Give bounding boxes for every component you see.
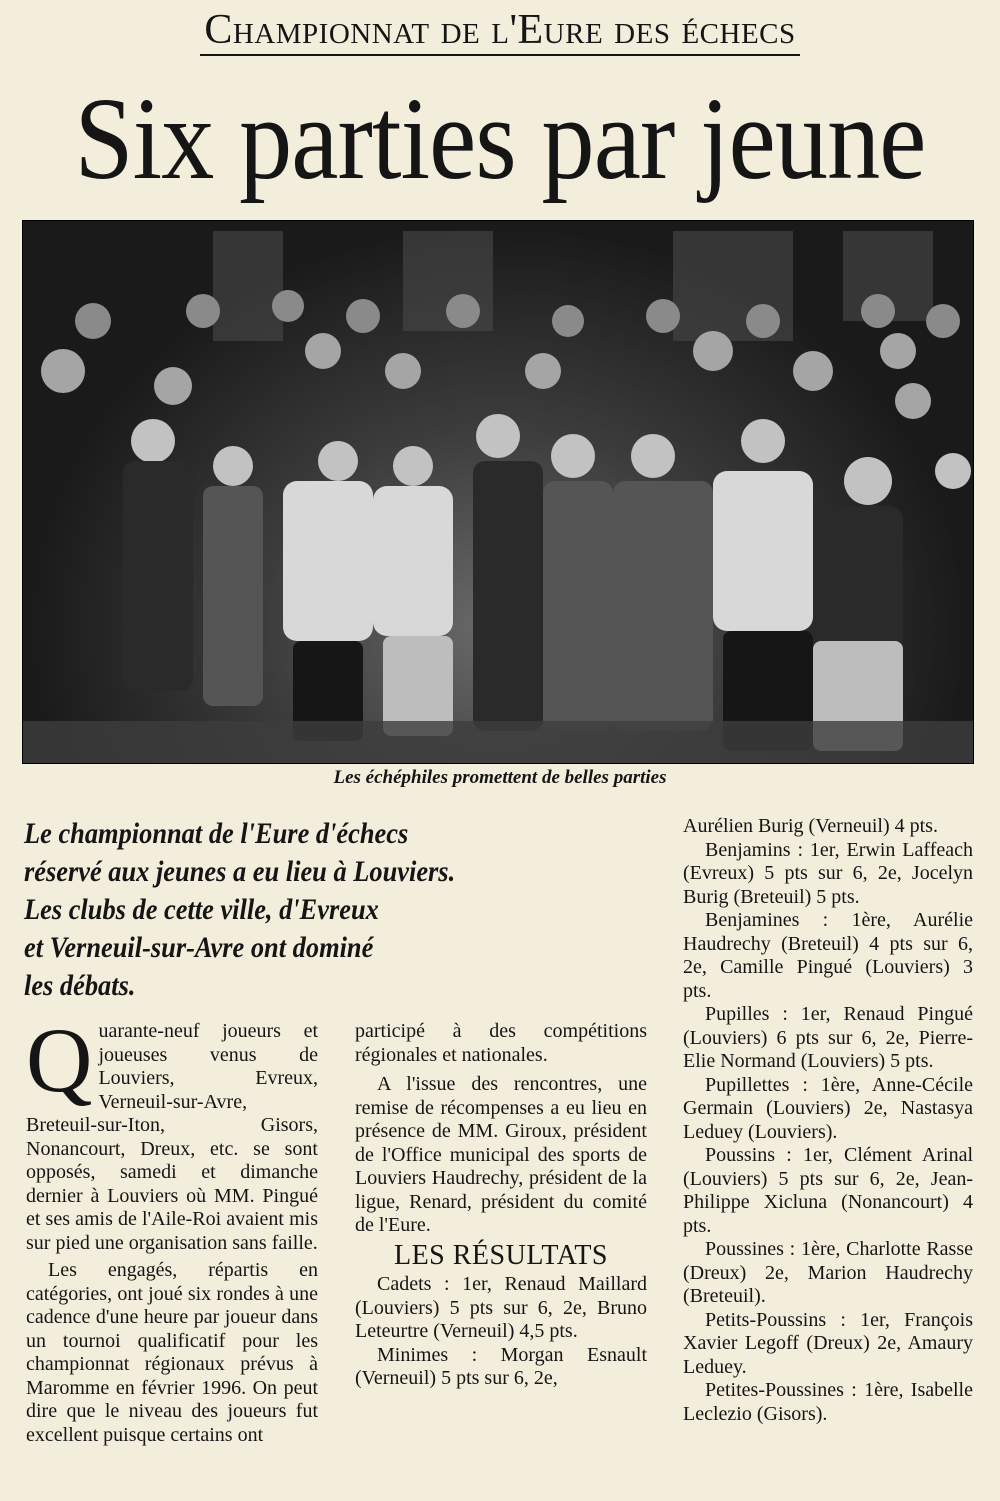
result-poussins: Poussins : 1er, Clément Arinal (Louviers) 5 pts sur 6, 2e, Jean-Philippe Xicluna (Nonancourt) 4 pts.	[683, 1144, 973, 1237]
drop-cap: Q	[26, 1009, 93, 1111]
result-petites-poussines: Petites-Poussines : 1ère, Isabelle Leclezio (Gisors).	[683, 1379, 973, 1425]
article-kicker	[0, 6, 1000, 54]
article-paragraph	[26, 1009, 318, 1255]
lead-paragraph: Le championnat de l'Eure d'échecs réservé aux jeunes a eu lieu à Louviers. Les clubs de cette ville, d'Evreux et Verneuil-sur-Avre ont dominé les débats.	[24, 817, 456, 1002]
article-paragraph: A l'issue des rencontres, une remise de récompenses a eu lieu en présence de MM. Giroux, président de l'Office municipal des sports de Louviers Haudrechy, président de la ligue, Renard, président du comité de l'Eure.	[355, 1073, 647, 1236]
result-cadets: Cadets : 1er, Renaud Maillard (Louviers) 5 pts sur 6, 2e, Bruno Leteurtre (Verneuil) 4,5 pts.	[355, 1273, 647, 1342]
article-column-2	[355, 1020, 647, 1391]
photo-caption: Les échéphiles promettent de belles parties	[333, 767, 667, 788]
article-paragraph: participé à des compétitions régionales et nationales.	[355, 1020, 647, 1066]
headline: Six parties par jeune	[74, 73, 926, 204]
result-minimes-continued: Aurélien Burig (Verneuil) 4 pts.	[683, 815, 938, 837]
kicker-text: Championnat de l'Eure des échecs	[200, 7, 799, 56]
result-pupilles: Pupilles : 1er, Renaud Pingué (Louviers) 6 pts sur 6, 2e, Pierre-Elie Normand (Louviers) 5 pts.	[683, 1003, 973, 1072]
result-benjamines: Benjamines : 1ère, Aurélie Haudrechy (Breteuil) 4 pts sur 6, 2e, Camille Pingué (Louviers) 3 pts.	[683, 909, 973, 1002]
article-paragraph: Les engagés, répartis en catégories, ont joué six rondes à une cadence d'une heure par joueur dans un tournoi qualificatif pour les championnat régionaux prévus à Maromme en février 1996. On peut dire que le niveau des joueurs fut excellent puisque certains ont	[26, 1259, 318, 1446]
result-pupillettes: Pupillettes : 1ère, Anne-Cécile Germain (Louviers) 2e, Nastasya Leduey (Louviers).	[683, 1073, 973, 1143]
article-column-3	[683, 815, 973, 1426]
result-minimes: Minimes : Morgan Esnault (Verneuil) 5 pts sur 6, 2e,	[355, 1343, 647, 1389]
result-poussines: Poussines : 1ère, Charlotte Rasse (Dreux) 2e, Marion Haudrechy (Breteuil).	[683, 1238, 973, 1307]
photo-illustration	[23, 221, 973, 763]
group-photo	[22, 220, 974, 764]
paragraph-text: uarante-neuf joueurs et joueuses venus de Louviers, Evreux, Verneuil-sur-Avre, Breteuil-sur-Iton, Gisors, Nonancourt, Dreux, etc. se sont opposés, samedi et dimanche dernier à Louviers où MM. Pingué et ses amis de l'Aile-Roi avaient mis sur pied une organisation sans faille.	[26, 1020, 318, 1254]
results-heading: LES RÉSULTATS	[393, 1239, 609, 1271]
result-petits-poussins: Petits-Poussins : 1er, François Xavier Legoff (Dreux) 2e, Amaury Leduey.	[683, 1308, 973, 1378]
result-benjamins: Benjamins : 1er, Erwin Laffeach (Evreux) 5 pts sur 6, 2e, Jocelyn Burig (Breteuil) 5 pts.	[683, 838, 973, 908]
article-column-1	[26, 1009, 318, 1447]
